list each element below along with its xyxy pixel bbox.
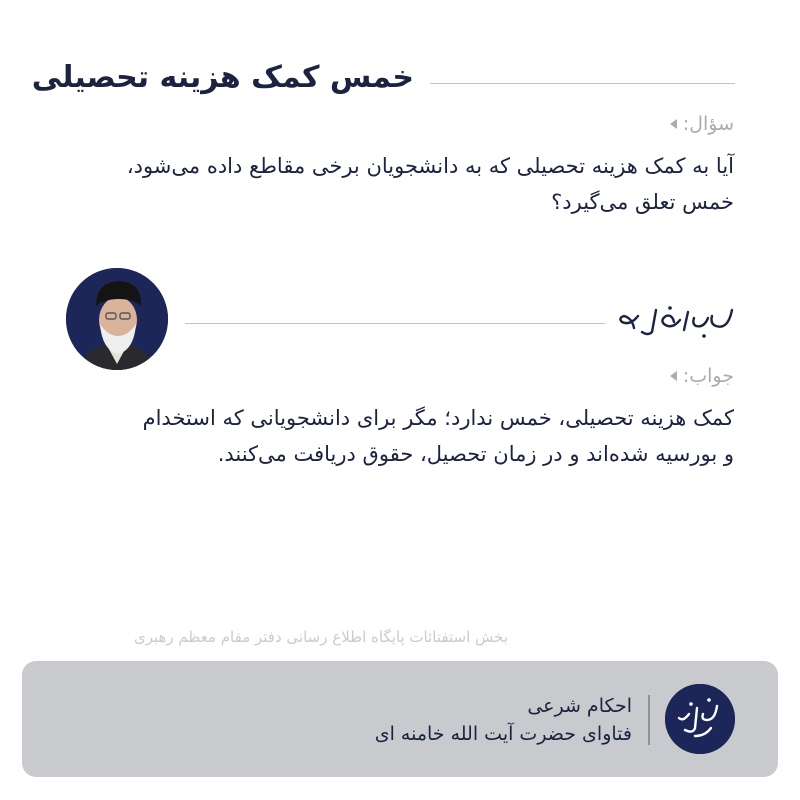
footer-banner [22, 661, 778, 777]
question-line: آیا به کمک هزینه تحصیلی که به دانشجویان برخی مقاطع داده می‌شود، [126, 154, 734, 178]
section-divider [185, 323, 605, 324]
basmala-calligraphy [612, 296, 737, 344]
triangle-left-icon [670, 119, 677, 129]
answer-label [670, 365, 734, 387]
answer-line: کمک هزینه تحصیلی، خمس ندارد؛ مگر برای دانشجویانی که استخدام [142, 406, 734, 430]
avatar [66, 268, 168, 370]
question-label-text: سؤال: [682, 113, 734, 135]
question-label [670, 113, 734, 135]
title-divider [430, 83, 735, 84]
logo [665, 684, 735, 754]
source-note: بخش استفتائات پایگاه اطلاع رسانی دفتر مقام معظم رهبری [133, 628, 508, 646]
answer-text [54, 400, 734, 472]
page-title: خمس کمک هزینه تحصیلی [31, 60, 414, 95]
footer-divider [648, 695, 650, 745]
footer-subtitle: فتاوای حضرت آیت الله خامنه ای [374, 723, 632, 745]
question-line: خمس تعلق می‌گیرد؟ [551, 190, 734, 214]
footer-title: احکام شرعی [527, 695, 632, 717]
triangle-left-icon [670, 371, 677, 381]
answer-line: و بورسیه شده‌اند و در زمان تحصیل، حقوق دریافت می‌کنند. [217, 442, 734, 466]
answer-label-text: جواب: [682, 365, 734, 387]
question-text [54, 148, 734, 220]
